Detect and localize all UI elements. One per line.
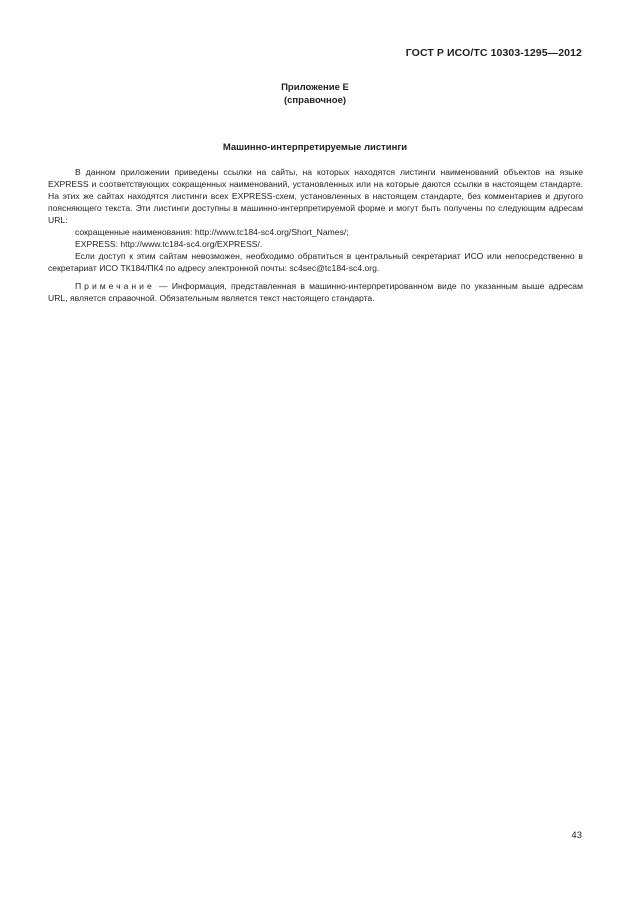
appendix-title: Приложение Е <box>281 82 349 93</box>
section-title: Машинно-интерпретируемые листинги <box>222 142 408 153</box>
body-text <box>48 166 583 304</box>
standard-header: ГОСТ Р ИСО/ТС 10303-1295—2012 <box>405 47 582 59</box>
short-names-url-line: сокращенные наименования: http://www.tc184-sc4.org/Short_Names/; <box>75 227 349 237</box>
appendix-heading <box>0 81 630 107</box>
note <box>48 280 583 304</box>
paragraph-intro: В данном приложении приведены ссылки на сайты, на которых находятся листинги наименований объектов на языке EXPRESS и соответствующих сокращенных наименований, установленных или на которые даются ссылки в настоящем стандарте. На этих же сайтах находятся листинги всех EXPRESS-схем, установленных в настоящем стандарте, без комментариев и другого поясняющего текста. Эти листинги доступны в машинно-интерпретируемой форме и могут быть получены по следующим адресам URL: <box>48 167 583 225</box>
appendix-type: (справочное) <box>283 95 347 106</box>
page-number: 43 <box>571 830 582 841</box>
note-label: Примечание <box>75 281 155 291</box>
note-text: — Информация, представленная в машинно-интерпретированном виде по указанным выше адресам URL, является справочной. Обязательным является текст настоящего стандарта. <box>48 281 583 303</box>
express-url-line: EXPRESS: http://www.tc184-sc4.org/EXPRESS/. <box>75 239 263 249</box>
paragraph-contact: Если доступ к этим сайтам невозможен, необходимо обратиться в центральный секретариат ИСО или непосредственно в секретариат ИСО ТК184/ПК4 по адресу электронной почты: sc4sec@tc184-sc4.org. <box>48 251 583 273</box>
